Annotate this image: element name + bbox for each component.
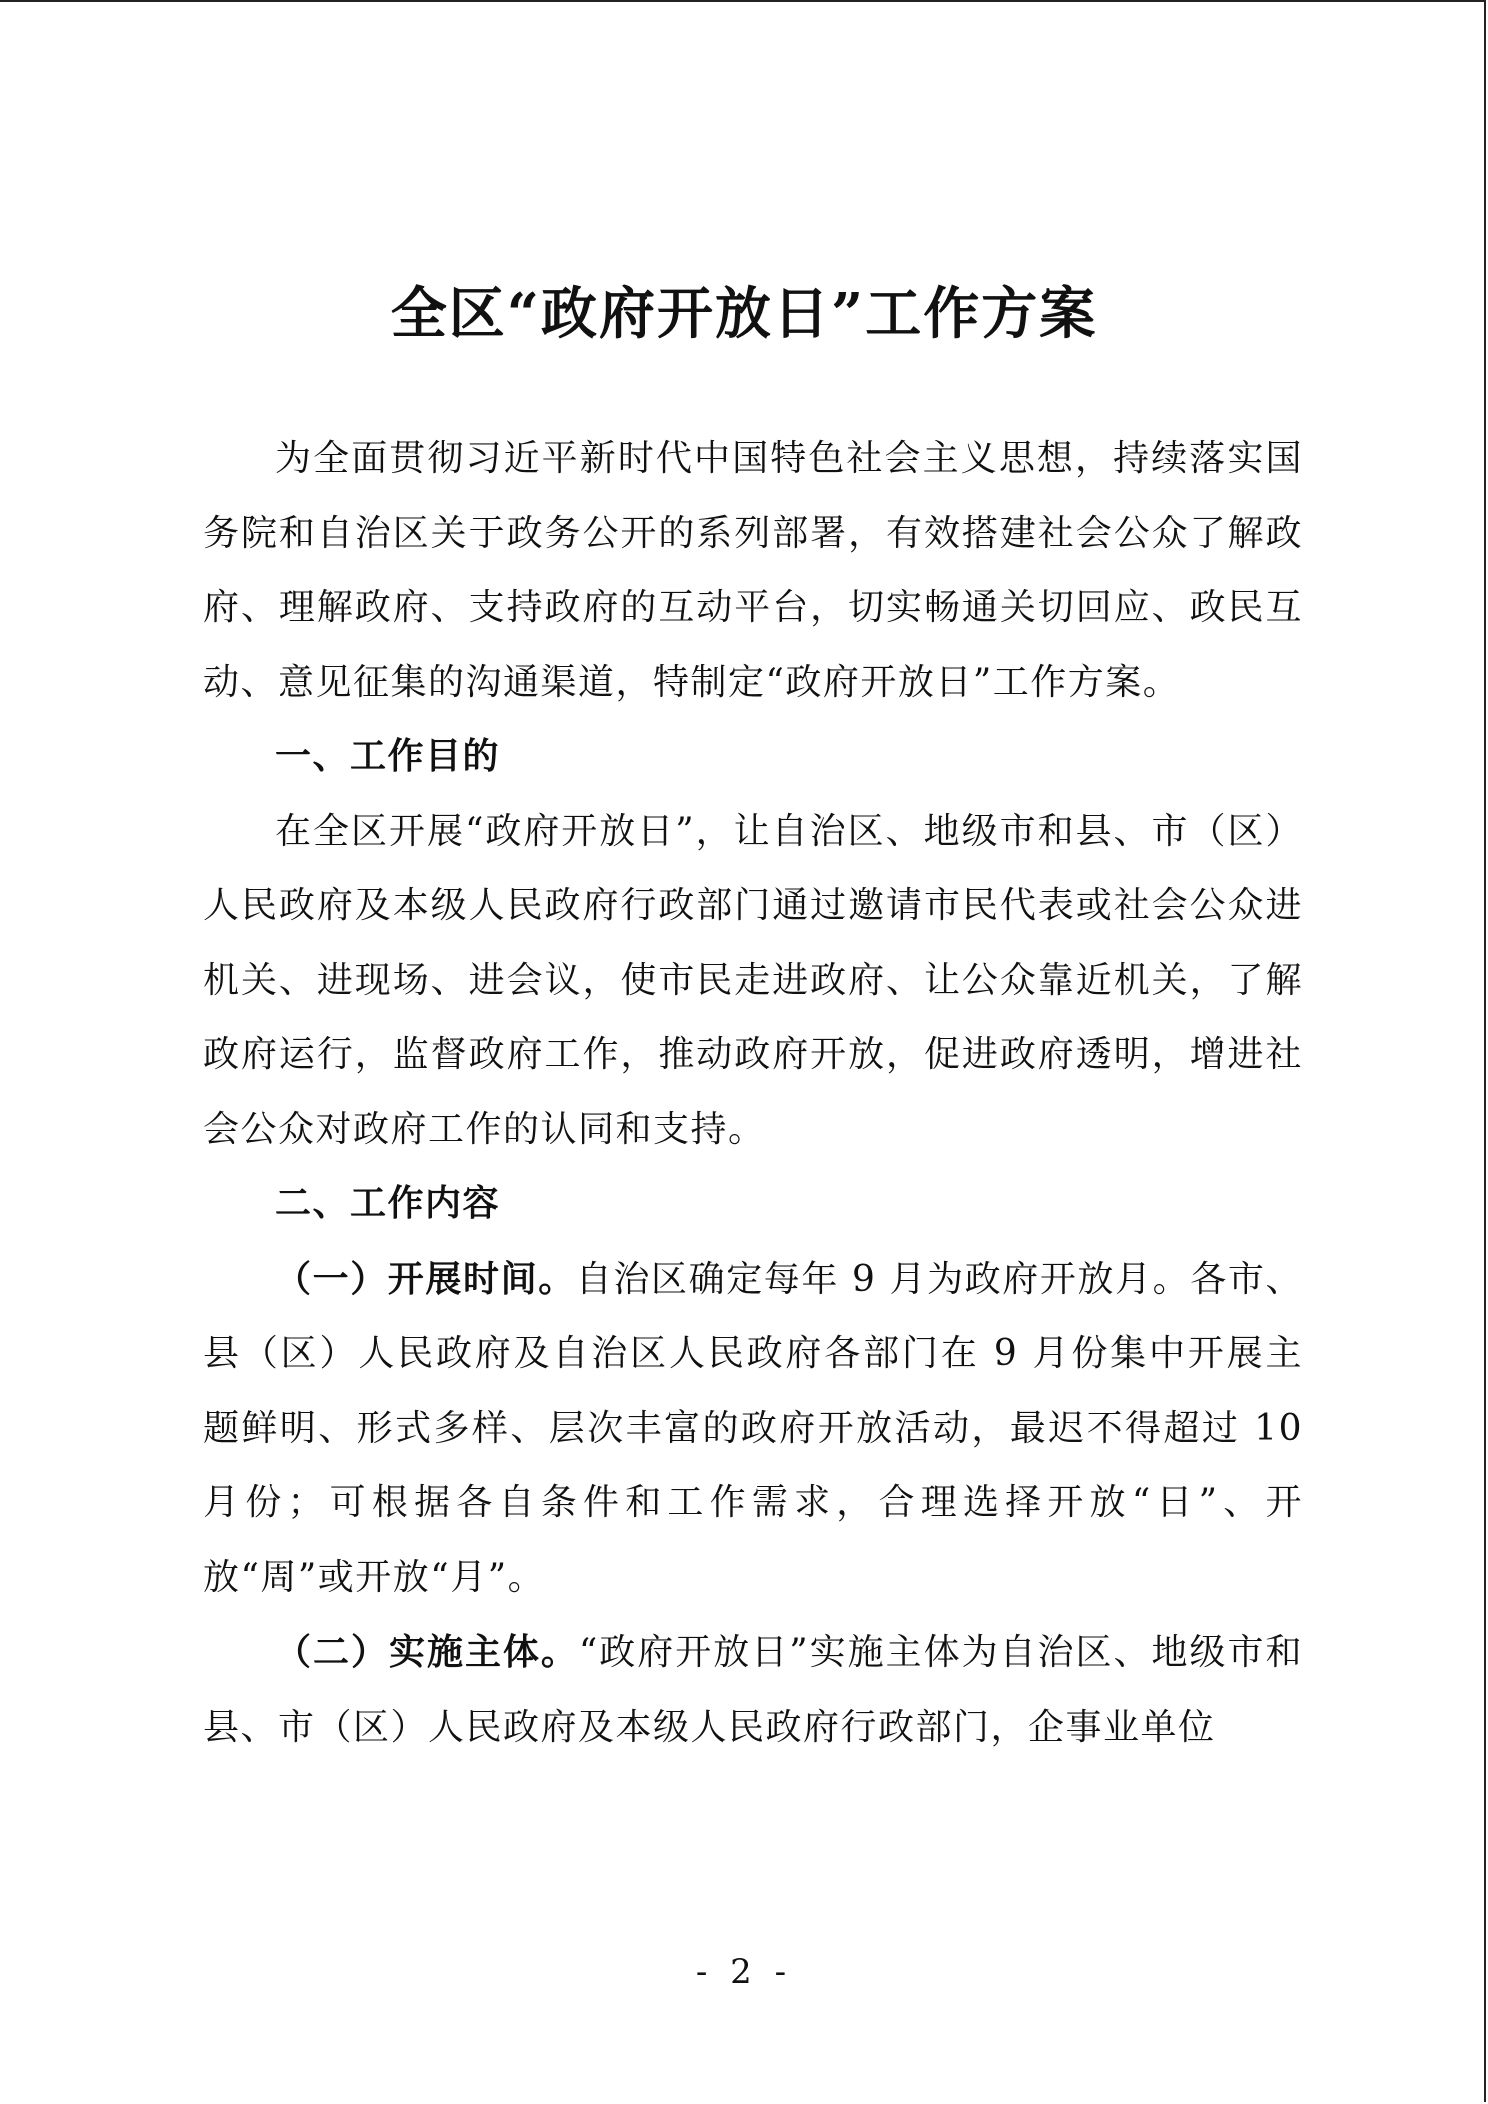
intro-paragraph: 为全面贯彻习近平新时代中国特色社会主义思想，持续落实国务院和自治区关于政务公开的系列部署，有效搭建社会公众了解政府、理解政府、支持政府的互动平台，切实畅通关切回应、政民互动、意见征集的沟通渠道，特制定“政府开放日”工作方案。 [203,438,1303,703]
item-text-subject: “政府开放日”实施主体为自治区、地级市和县、市（区）人民政府及本级人民政府行政部门，企事业单位 [203,1632,1303,1748]
item-lead-subject: （二）实施主体。 [275,1631,579,1673]
section-heading-purpose: 一、工作目的 [275,736,501,777]
content-item-subject [203,1615,1303,1765]
page-number: - 2 - [695,1952,793,1992]
section-heading-content: 二、工作内容 [275,1183,501,1224]
purpose-paragraph: 在全区开展“政府开放日”，让自治区、地级市和县、市（区）人民政府及本级人民政府行政部门通过邀请市民代表或社会公众进机关、进现场、进会议，使市民走进政府、让公众靠近机关，了解政府运行，监督政府工作，推动政府开放，促进政府透明，增进社会公众对政府工作的认同和支持。 [203,810,1303,1150]
item-lead-time: （一）开展时间。 [275,1257,576,1300]
item-text-time: 自治区确定每年 9 月为政府开放月。各市、县（区）人民政府及自治区人民政府各部门在 9 月份集中开展主题鲜明、形式多样、层次丰富的政府开放活动，最迟不得超过 10 月份；可根据各自条件和工作需求，合理选择开放“日”、开放“周”或开放“月”。 [203,1258,1303,1598]
document-title: 全区“政府开放日”工作方案 [390,281,1098,347]
document-body [203,422,1303,1765]
content-item-time [203,1242,1303,1616]
